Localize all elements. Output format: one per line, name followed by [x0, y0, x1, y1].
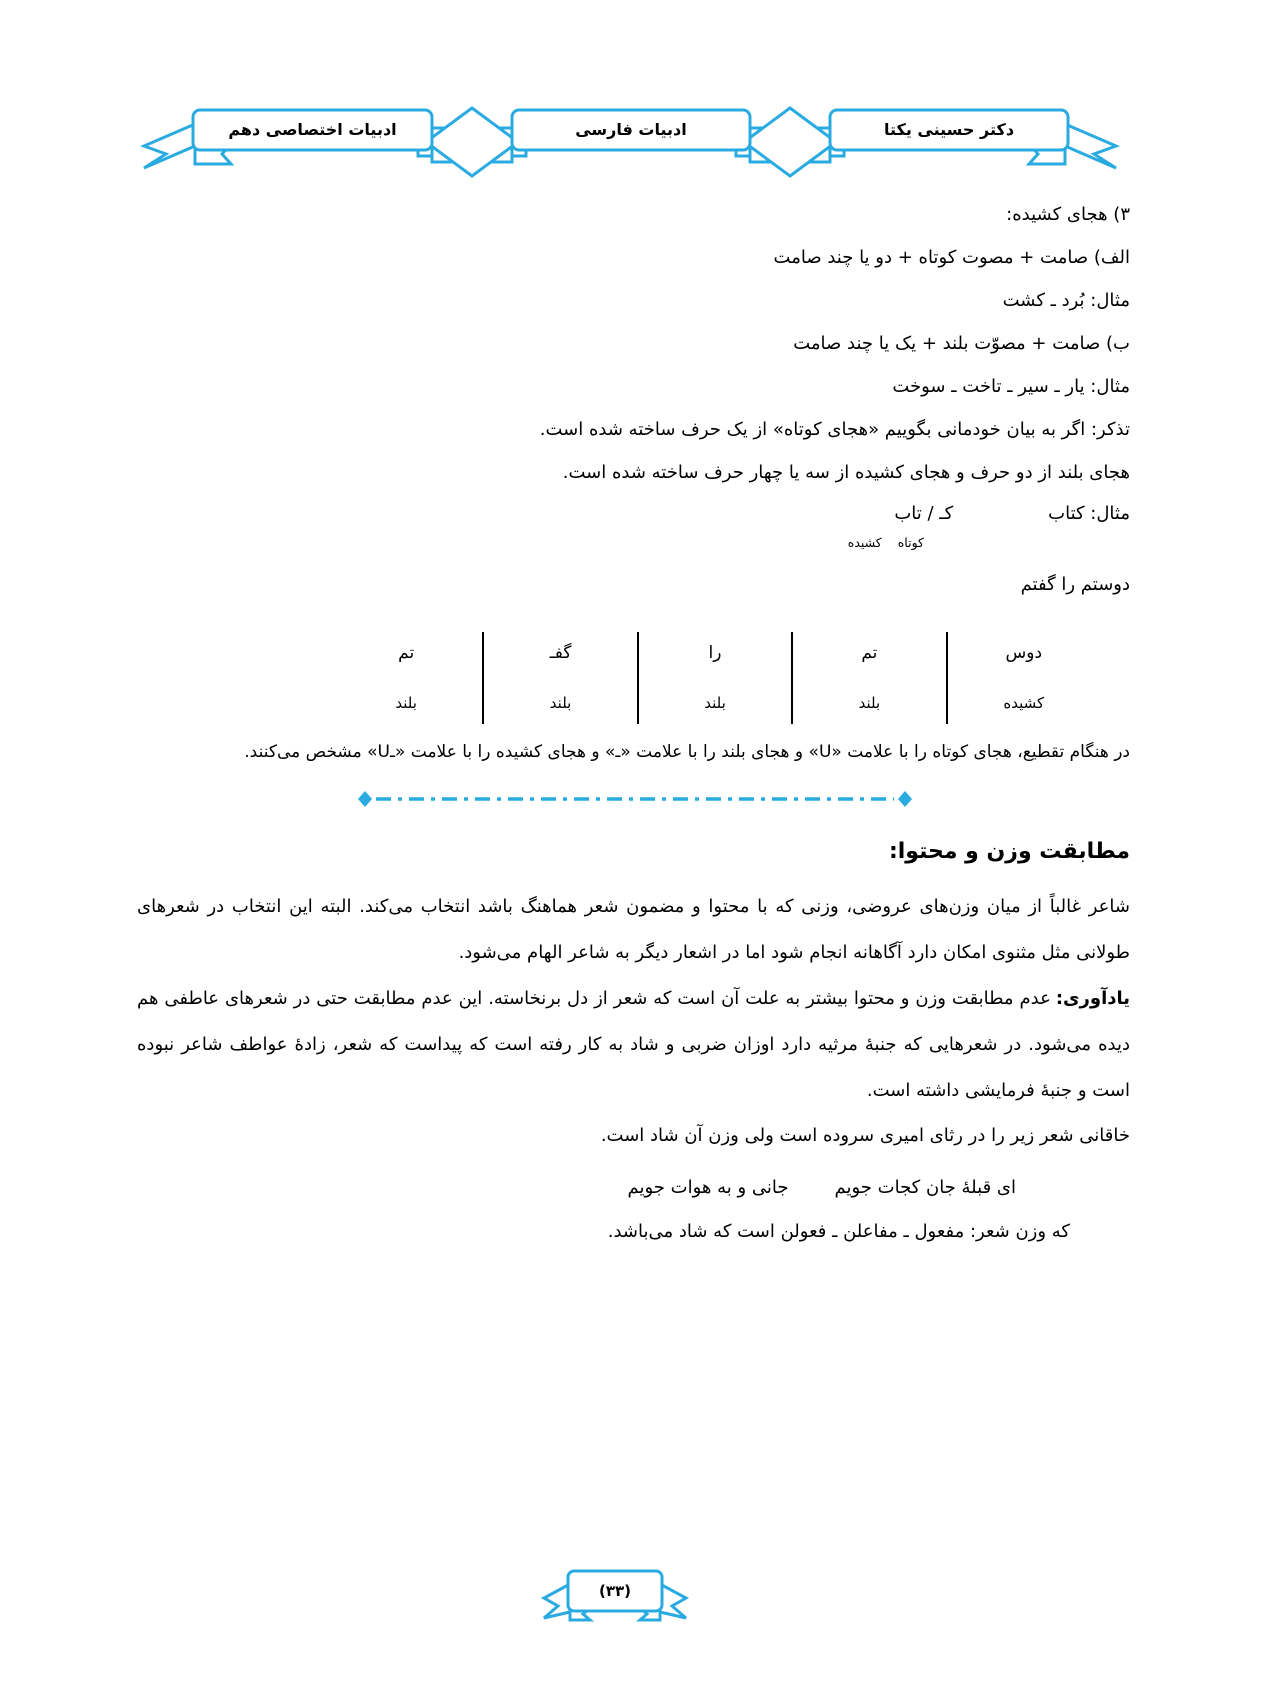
tag-short-syllable: کوتاه	[897, 535, 924, 550]
section-title: ۳) هجای کشیده:	[1006, 204, 1130, 225]
header-banner-subject: ادبیات فارسی	[575, 120, 687, 139]
scansion-column	[330, 632, 482, 724]
paragraph-1: شاعر غالباً از میان وزن‌های عروضی، وزنی که با محتوا و مضمون شعر هماهنگ باشد انتخاب می‌کند. البته این انتخاب در شعرهای طولانی مثل مثنوی امکان دارد آگاهانه انجام شود اما در اشعار دیگر به شاعر الهام می‌شود.	[137, 896, 1130, 963]
syllable-type-cell: بلند	[704, 694, 726, 712]
example-b: مثال: یار ـ سیر ـ تاخت ـ سوخت	[892, 376, 1130, 397]
header-banner-course: ادبیات اختصاصی دهم	[228, 120, 397, 139]
note-line-2: هجای بلند از دو حرف و هجای کشیده از سه یا چهار حرف ساخته شده است.	[562, 462, 1130, 483]
scansion-column	[482, 632, 636, 724]
syllable-cell: دوس	[1005, 643, 1043, 663]
scansion-note: در هنگام تقطیع، هجای کوتاه را با علامت «U» و هجای بلند را با علامت «ـ» و هجای کشیده را با علامت «ـU» مشخص می‌کنند.	[244, 742, 1130, 762]
syllable-type-cell: بلند	[549, 694, 572, 712]
section-heading: مطابقت وزن و محتوا:	[888, 839, 1130, 864]
syllable-cell: تم	[398, 643, 415, 663]
paragraph-reminder	[137, 976, 1130, 1114]
ketab-example-row	[137, 494, 1130, 534]
diamond-ornament	[426, 108, 518, 176]
hemistich-left: جانی و به هوات جویم	[627, 1177, 789, 1198]
syllable-type-cell: کشیده	[1003, 694, 1045, 712]
note-line-1: تذکر: اگر به بیان خودمانی بگوییم «هجای کوتاه» از یک حرف ساخته شده است.	[539, 419, 1130, 440]
scansion-column	[637, 632, 791, 724]
syllable-cell: گفـ	[549, 643, 572, 663]
tag-stretched-syllable: کشیده	[847, 535, 882, 550]
rule-item-a: الف) صامت + مصوت کوتاه + دو یا چند صامت	[773, 247, 1130, 268]
header-banner-author: دکتر حسینی یکتا	[883, 120, 1015, 139]
sample-phrase: دوستم را گفتم	[1020, 574, 1130, 595]
khaghani-line: خاقانی شعر زیر را در رثای امیری سروده است ولی وزن آن شاد است.	[600, 1125, 1130, 1146]
meter-line: که وزن شعر: مفعول ـ مفاعلن ـ فعولن است که شاد می‌باشد.	[607, 1221, 1070, 1242]
divider-diamond-left	[898, 791, 912, 807]
hemistich-right: ای قبلهٔ جان کجات جویم	[834, 1177, 1016, 1198]
syllable-type-cell: بلند	[858, 694, 881, 712]
section-divider	[350, 790, 920, 808]
page-number: (۳۳)	[598, 1582, 632, 1600]
reminder-label: یادآوری:	[1055, 988, 1130, 1009]
reminder-text: عدم مطابقت وزن و محتوا بیشتر به علت آن است که شعر از دل برنخاسته. این عدم مطابقت حتی در شعرهای عاطفی هم دیده می‌شود. در شعرهایی که جنبهٔ مرثیه دارد اوزان ضربی و شاد به کار رفته است که پیداست که شعر، زادهٔ عواطف شاعر نبوده است و جنبهٔ فرمایشی داشته است.	[137, 988, 1130, 1101]
divider-diamond-right	[358, 791, 372, 807]
ketab-example-breakdown: کـ / تاب	[894, 503, 954, 524]
syllable-type-cell: بلند	[395, 694, 417, 712]
syllable-cell: را	[708, 643, 722, 663]
rule-item-b: ب) صامت + مصوّت بلند + یک یا چند صامت	[793, 333, 1130, 354]
ketab-example-tags	[137, 534, 924, 556]
verse-line	[137, 1166, 1016, 1210]
syllable-cell: تم	[861, 643, 878, 663]
example-a: مثال: بُرد ـ کشت	[1002, 290, 1130, 311]
scansion-table	[330, 632, 1100, 724]
diamond-ornament	[744, 108, 836, 176]
ketab-example-label: مثال: کتاب	[1048, 503, 1130, 524]
scansion-column	[791, 632, 945, 724]
scansion-column	[946, 632, 1100, 724]
